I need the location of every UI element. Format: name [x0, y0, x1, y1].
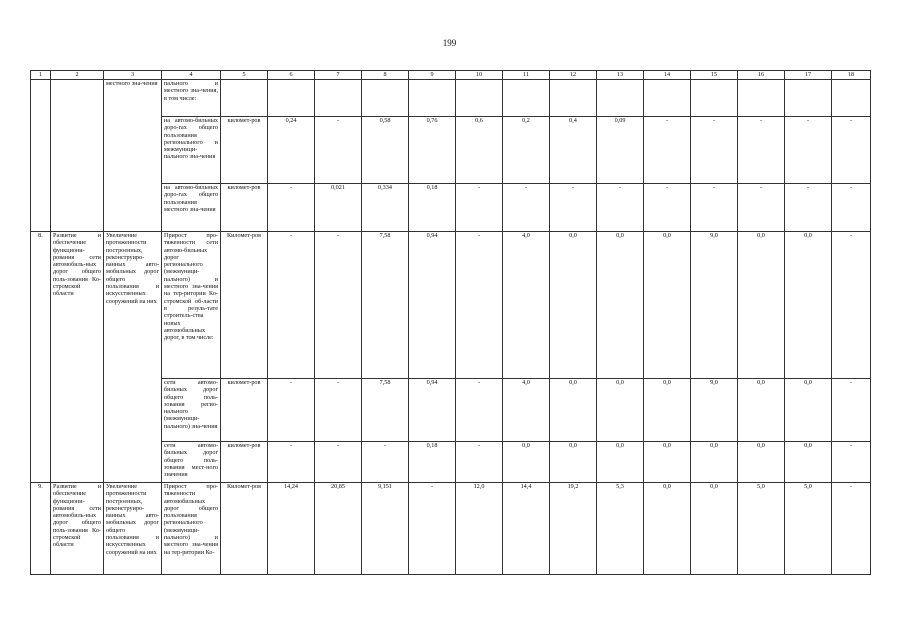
item-number-cell: 9.	[31, 483, 51, 575]
item-number-cell	[31, 80, 51, 232]
value-cell: -	[315, 232, 362, 379]
column-number: 2	[51, 71, 104, 80]
value-cell: 0,0	[550, 379, 597, 442]
value-cell: -	[785, 184, 832, 232]
value-cell: -	[832, 232, 871, 379]
value-cell: 0,0	[691, 483, 738, 575]
value-cell	[362, 80, 409, 117]
value-cell	[503, 80, 550, 117]
column-number: 6	[268, 71, 315, 80]
value-cell: 4,0	[503, 379, 550, 442]
value-cell	[832, 80, 871, 117]
value-cell: -	[832, 184, 871, 232]
value-cell: 0,0	[597, 379, 644, 442]
value-cell: 0,0	[785, 379, 832, 442]
value-cell: 12,0	[456, 483, 503, 575]
value-cell: 5,0	[738, 483, 785, 575]
value-cell: -	[315, 442, 362, 483]
value-cell	[597, 80, 644, 117]
value-cell: 9,151	[362, 483, 409, 575]
value-cell: -	[456, 442, 503, 483]
value-cell: -	[832, 117, 871, 184]
value-cell: 0,09	[597, 117, 644, 184]
column-number: 18	[832, 71, 871, 80]
value-cell: 0,2	[503, 117, 550, 184]
indicator-cell: сети автомо-бильных дорог общего поль-зования регио-нального (межмуници-пального) зна-чения	[162, 379, 221, 442]
value-cell: -	[832, 379, 871, 442]
column-number-row	[31, 71, 871, 80]
value-cell: -	[738, 117, 785, 184]
value-cell: 19,2	[550, 483, 597, 575]
indicator-cell: Прирост про-тяженности сети автомо-бильных дорог регионального (межмуници-пального) и местного зна-чения на тер-ритории Ко-стромской об-ласти в резуль-тате строитель-ства новых автомобильных дорог, в том числе:	[162, 232, 221, 379]
value-cell: 0,0	[503, 442, 550, 483]
value-cell: -	[362, 442, 409, 483]
goal-cell	[51, 80, 104, 232]
value-cell: -	[268, 379, 315, 442]
column-number: 3	[104, 71, 162, 80]
value-cell: 0,0	[644, 379, 691, 442]
column-number: 15	[691, 71, 738, 80]
value-cell: 0,0	[597, 232, 644, 379]
value-cell: -	[597, 184, 644, 232]
value-cell	[409, 80, 456, 117]
indicator-cell: на автомо-бильных доро-гах общего пользования регионального и межмуници-пального зна-чения	[162, 117, 221, 184]
value-cell: -	[456, 184, 503, 232]
value-cell: -	[644, 184, 691, 232]
value-cell: 0,18	[409, 442, 456, 483]
value-cell: -	[785, 117, 832, 184]
value-cell: 0,76	[409, 117, 456, 184]
value-cell: 20,85	[315, 483, 362, 575]
value-cell: -	[503, 184, 550, 232]
column-number: 8	[362, 71, 409, 80]
value-cell: -	[832, 483, 871, 575]
value-cell: -	[315, 379, 362, 442]
value-cell: -	[268, 184, 315, 232]
value-cell: -	[832, 442, 871, 483]
value-cell: 0,94	[409, 379, 456, 442]
column-number: 9	[409, 71, 456, 80]
task-cell: Увеличение протяженности построенных, реконструиро-ванных авто-мобильных дорог общего пользования и искусственных сооружений на них	[104, 483, 162, 575]
value-cell: 0,021	[315, 184, 362, 232]
item-number-cell: 8.	[31, 232, 51, 483]
unit-cell: километ-ров	[221, 442, 268, 483]
value-cell	[691, 80, 738, 117]
unit-cell: километ-ров	[221, 184, 268, 232]
value-cell	[456, 80, 503, 117]
value-cell: 4,0	[503, 232, 550, 379]
indicator-table	[30, 70, 871, 575]
value-cell: 0,0	[644, 232, 691, 379]
value-cell: 0,0	[785, 442, 832, 483]
value-cell	[738, 80, 785, 117]
value-cell: 0,58	[362, 117, 409, 184]
value-cell: 0,334	[362, 184, 409, 232]
value-cell: -	[691, 184, 738, 232]
table-row	[31, 80, 871, 117]
column-number: 10	[456, 71, 503, 80]
value-cell: -	[409, 483, 456, 575]
value-cell: 0,0	[550, 442, 597, 483]
unit-cell: километ-ров	[221, 379, 268, 442]
unit-cell	[221, 80, 268, 117]
value-cell: 7,58	[362, 379, 409, 442]
value-cell: -	[268, 442, 315, 483]
task-cell: местного зна-чения	[104, 80, 162, 232]
value-cell: 0,0	[738, 442, 785, 483]
value-cell: 9,0	[691, 379, 738, 442]
value-cell: 0,0	[644, 442, 691, 483]
value-cell: -	[315, 117, 362, 184]
goal-cell: Развитие и обеспечение функциони-рования сети автомобиль-ных дорог общего поль-зования Ко-стромской области	[51, 483, 104, 575]
value-cell: 0,0	[597, 442, 644, 483]
value-cell: 0,0	[644, 483, 691, 575]
unit-cell: Километ-ров	[221, 232, 268, 379]
value-cell: 9,0	[691, 232, 738, 379]
value-cell: -	[550, 184, 597, 232]
indicator-cell: сети автомо-бильных дорог общего поль-зования мест-ного значения	[162, 442, 221, 483]
value-cell	[550, 80, 597, 117]
column-number: 13	[597, 71, 644, 80]
value-cell: 0,24	[268, 117, 315, 184]
column-number: 1	[31, 71, 51, 80]
value-cell: 0,0	[738, 232, 785, 379]
value-cell: 0,4	[550, 117, 597, 184]
table-row	[31, 232, 871, 379]
value-cell: -	[268, 232, 315, 379]
value-cell: 0,6	[456, 117, 503, 184]
column-number: 17	[785, 71, 832, 80]
column-number: 12	[550, 71, 597, 80]
value-cell: 0,0	[550, 232, 597, 379]
value-cell: 0,0	[691, 442, 738, 483]
column-number: 16	[738, 71, 785, 80]
unit-cell: километ-ров	[221, 117, 268, 184]
value-cell: 0,18	[409, 184, 456, 232]
indicator-cell: Прирост про-тяженности автомобильных дорог общего пользования регионального (межмуници-пального) и местного зна-чения на тер-ритории Ко-	[162, 483, 221, 575]
value-cell: 5,0	[785, 483, 832, 575]
indicator-cell: на автомо-бильных доро-гах общего пользования местного зна-чения	[162, 184, 221, 232]
column-number: 14	[644, 71, 691, 80]
value-cell: -	[738, 184, 785, 232]
value-cell: -	[691, 117, 738, 184]
value-cell: 0,94	[409, 232, 456, 379]
value-cell: -	[456, 379, 503, 442]
value-cell: 0,0	[785, 232, 832, 379]
indicator-cell: пального и местного зна-чения, в том числе:	[162, 80, 221, 117]
value-cell	[268, 80, 315, 117]
column-number: 11	[503, 71, 550, 80]
value-cell: 14,4	[503, 483, 550, 575]
column-number: 4	[162, 71, 221, 80]
value-cell	[644, 80, 691, 117]
unit-cell: Километ-ров	[221, 483, 268, 575]
value-cell: 7,58	[362, 232, 409, 379]
value-cell: 5,3	[597, 483, 644, 575]
value-cell: -	[644, 117, 691, 184]
table-row	[31, 483, 871, 575]
goal-cell: Развитие и обеспечение функциони-рования сети автомобиль-ных дорог общего поль-зования Ко-стромской области	[51, 232, 104, 483]
value-cell: 0,0	[738, 379, 785, 442]
column-number: 7	[315, 71, 362, 80]
value-cell	[785, 80, 832, 117]
task-cell: Увеличение протяженности построенных, реконструиро-ванных авто-мобильных дорог общего пользования и искусственных сооружений на них	[104, 232, 162, 483]
value-cell: -	[456, 232, 503, 379]
page-number: 199	[442, 38, 457, 48]
value-cell: 14,24	[268, 483, 315, 575]
column-number: 5	[221, 71, 268, 80]
value-cell	[315, 80, 362, 117]
